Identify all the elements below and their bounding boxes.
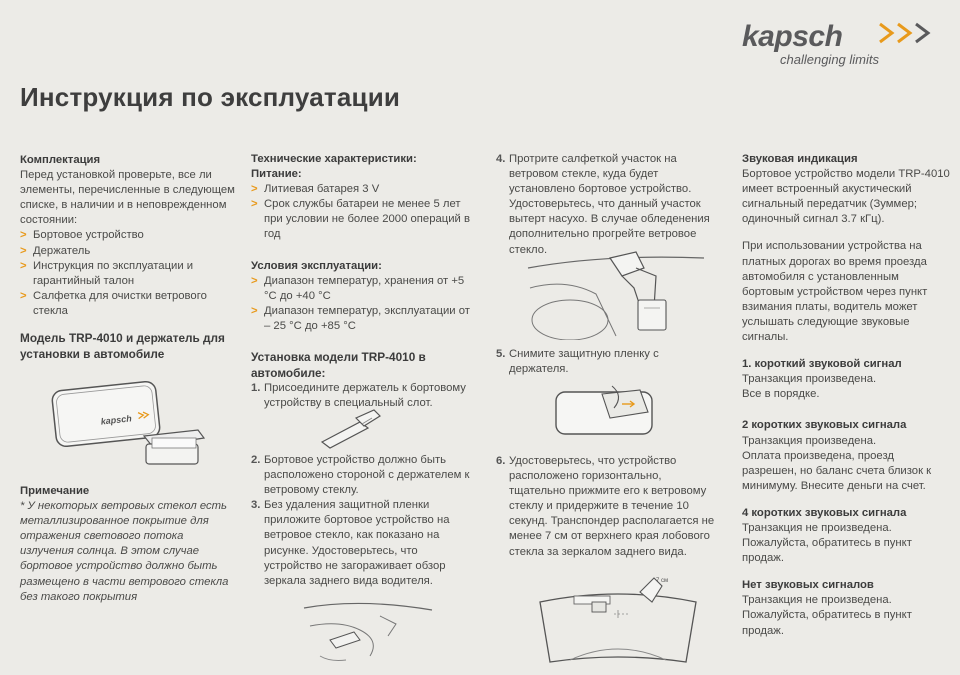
logo-tagline: challenging limits xyxy=(780,52,879,67)
signal-heading: 2 коротких звуковых сигнала xyxy=(742,419,907,432)
model-heading: Модель TRP-4010 и держатель для установки в автомобиле xyxy=(20,331,225,361)
signal-line: Оплата произведена, проезд разрешен, но баланс счета близок к минимуму. Внесите деньги на счет. xyxy=(742,449,932,492)
install-step: 5. Снимите защитную пленку с держателя. xyxy=(496,348,659,376)
note-heading: Примечание xyxy=(20,485,90,497)
list-item: > Срок службы батареи не менее 5 лет при условии не более 2000 операций в год xyxy=(251,197,471,242)
signal-line: Транзакция произведена. xyxy=(742,373,877,386)
install-step: 2. Бортовое устройство должно быть расположено стороной с держателем к ветровому стеклу. xyxy=(251,454,470,497)
install-step: 1. Присоедините держатель к бортовому устройству в специальный слот. xyxy=(251,382,466,410)
page-title: Инструкция по эксплуатации xyxy=(20,82,401,112)
conditions-list xyxy=(251,274,471,334)
sound-intro: Бортовое устройство модели TRP-4010 имеет встроенный акустический сигнальный передатчик (Зуммер; одиночный сигнал 3.7 кГц). xyxy=(742,168,950,226)
sound-heading: Звуковая индикация xyxy=(742,153,858,165)
list-item: > Бортовое устройство xyxy=(20,228,235,243)
signal-heading: 4 коротких звуковых сигнала xyxy=(742,506,907,519)
list-item: > Диапазон температур, эксплуатации от – 25 °С до +85 °С xyxy=(251,304,471,334)
install-heading: Установка модели TRP-4010 в автомобиле: xyxy=(251,350,426,380)
column-steps xyxy=(496,152,720,258)
column-specs xyxy=(251,152,471,411)
dimension-label: 7 см xyxy=(656,578,669,584)
kit-heading: Комплектация xyxy=(20,154,101,166)
install-step: 3. Без удаления защитной пленки приложите бортовое устройство на ветровое стекло, как показано на рисунке. Удостоверьтесь, что устройство не загораживает обзор зеркала заднего вида водителя. xyxy=(251,499,450,587)
signal-line: Все в порядке. xyxy=(742,388,820,401)
list-item: > Держатель xyxy=(20,244,235,259)
signal-line: Пожалуйста, обратитесь в пункт продаж. xyxy=(742,609,912,637)
holder-attach-illustration xyxy=(316,408,386,452)
kit-list xyxy=(20,228,235,319)
signal-heading: Нет звуковых сигналов xyxy=(742,579,874,592)
signal-heading: 1. короткий звуковой сигнал xyxy=(742,358,902,371)
signal-line: Транзакция произведена. xyxy=(742,434,877,447)
windshield-wipe-illustration xyxy=(526,248,706,340)
signal-line: Транзакция не произведена. xyxy=(742,594,892,607)
windshield-mount-illustration xyxy=(530,572,706,668)
list-item: > Литиевая батарея 3 V xyxy=(251,182,471,197)
column-note xyxy=(20,484,235,605)
logo-arrows-icon xyxy=(878,22,942,44)
logo-wordmark: kapsch xyxy=(742,20,843,53)
column-kit xyxy=(20,153,235,362)
device-label: kapsch xyxy=(100,413,133,427)
column-step6 xyxy=(496,454,720,560)
list-item: > Салфетка для очистки ветрового стекла xyxy=(20,289,235,319)
power-heading: Питание: xyxy=(251,168,302,181)
mirror-placement-illustration xyxy=(300,596,440,668)
column-sound xyxy=(742,152,952,639)
note-text: * У некоторых ветровых стекол есть металлизированное покрытие для отражения светового потока излучения солнца. В этом случае бортовое устройство должно быть размещено в части ветрового стекла без такого покрытия xyxy=(20,500,229,603)
install-step: 4. Протрите салфеткой участок на ветровом стекле, куда будет установлено бортовое устройство. Удостоверьтесь, что данный участок вытерт насухо. В случае обледенения дополнительно прогрейте ветровое стекло. xyxy=(496,153,710,256)
signal-line: Пожалуйста, обратитесь в пункт продаж. xyxy=(742,537,912,565)
list-item: > Диапазон температур, хранения от +5 °С до +40 °С xyxy=(251,274,471,304)
kapsch-logo xyxy=(742,18,952,68)
install-step: 6. Удостоверьтесь, что устройство расположено горизонтально, тщательно прижмите его к ветровому стеклу и придержите в течение 10 секунд. Транспондер располагается не менее 7 см от верхнего края лобового стекла за зеркалом заднего вида. xyxy=(496,455,715,558)
column-step5 xyxy=(496,347,720,377)
sound-usage: При использовании устройства на платных дорогах во время проезда автомобиля с установленным бортовым устройством через пункт взимания платы, водитель может услышать следующие звуковые сигналы. xyxy=(742,240,928,344)
spec-heading: Технические характеристики: xyxy=(251,153,417,165)
film-removal-illustration xyxy=(552,382,662,440)
conditions-heading: Условия эксплуатации: xyxy=(251,259,382,272)
kit-intro: Перед установкой проверьте, все ли элементы, перечисленные в следующем списке, в наличии и в неповрежденном состоянии: xyxy=(20,169,235,227)
column-install-cont xyxy=(251,453,471,589)
signal-line: Транзакция не произведена. xyxy=(742,521,892,534)
power-list xyxy=(251,182,471,242)
list-item: > Инструкция по эксплуатации и гарантийный талон xyxy=(20,259,235,289)
device-holder-illustration xyxy=(48,378,218,468)
